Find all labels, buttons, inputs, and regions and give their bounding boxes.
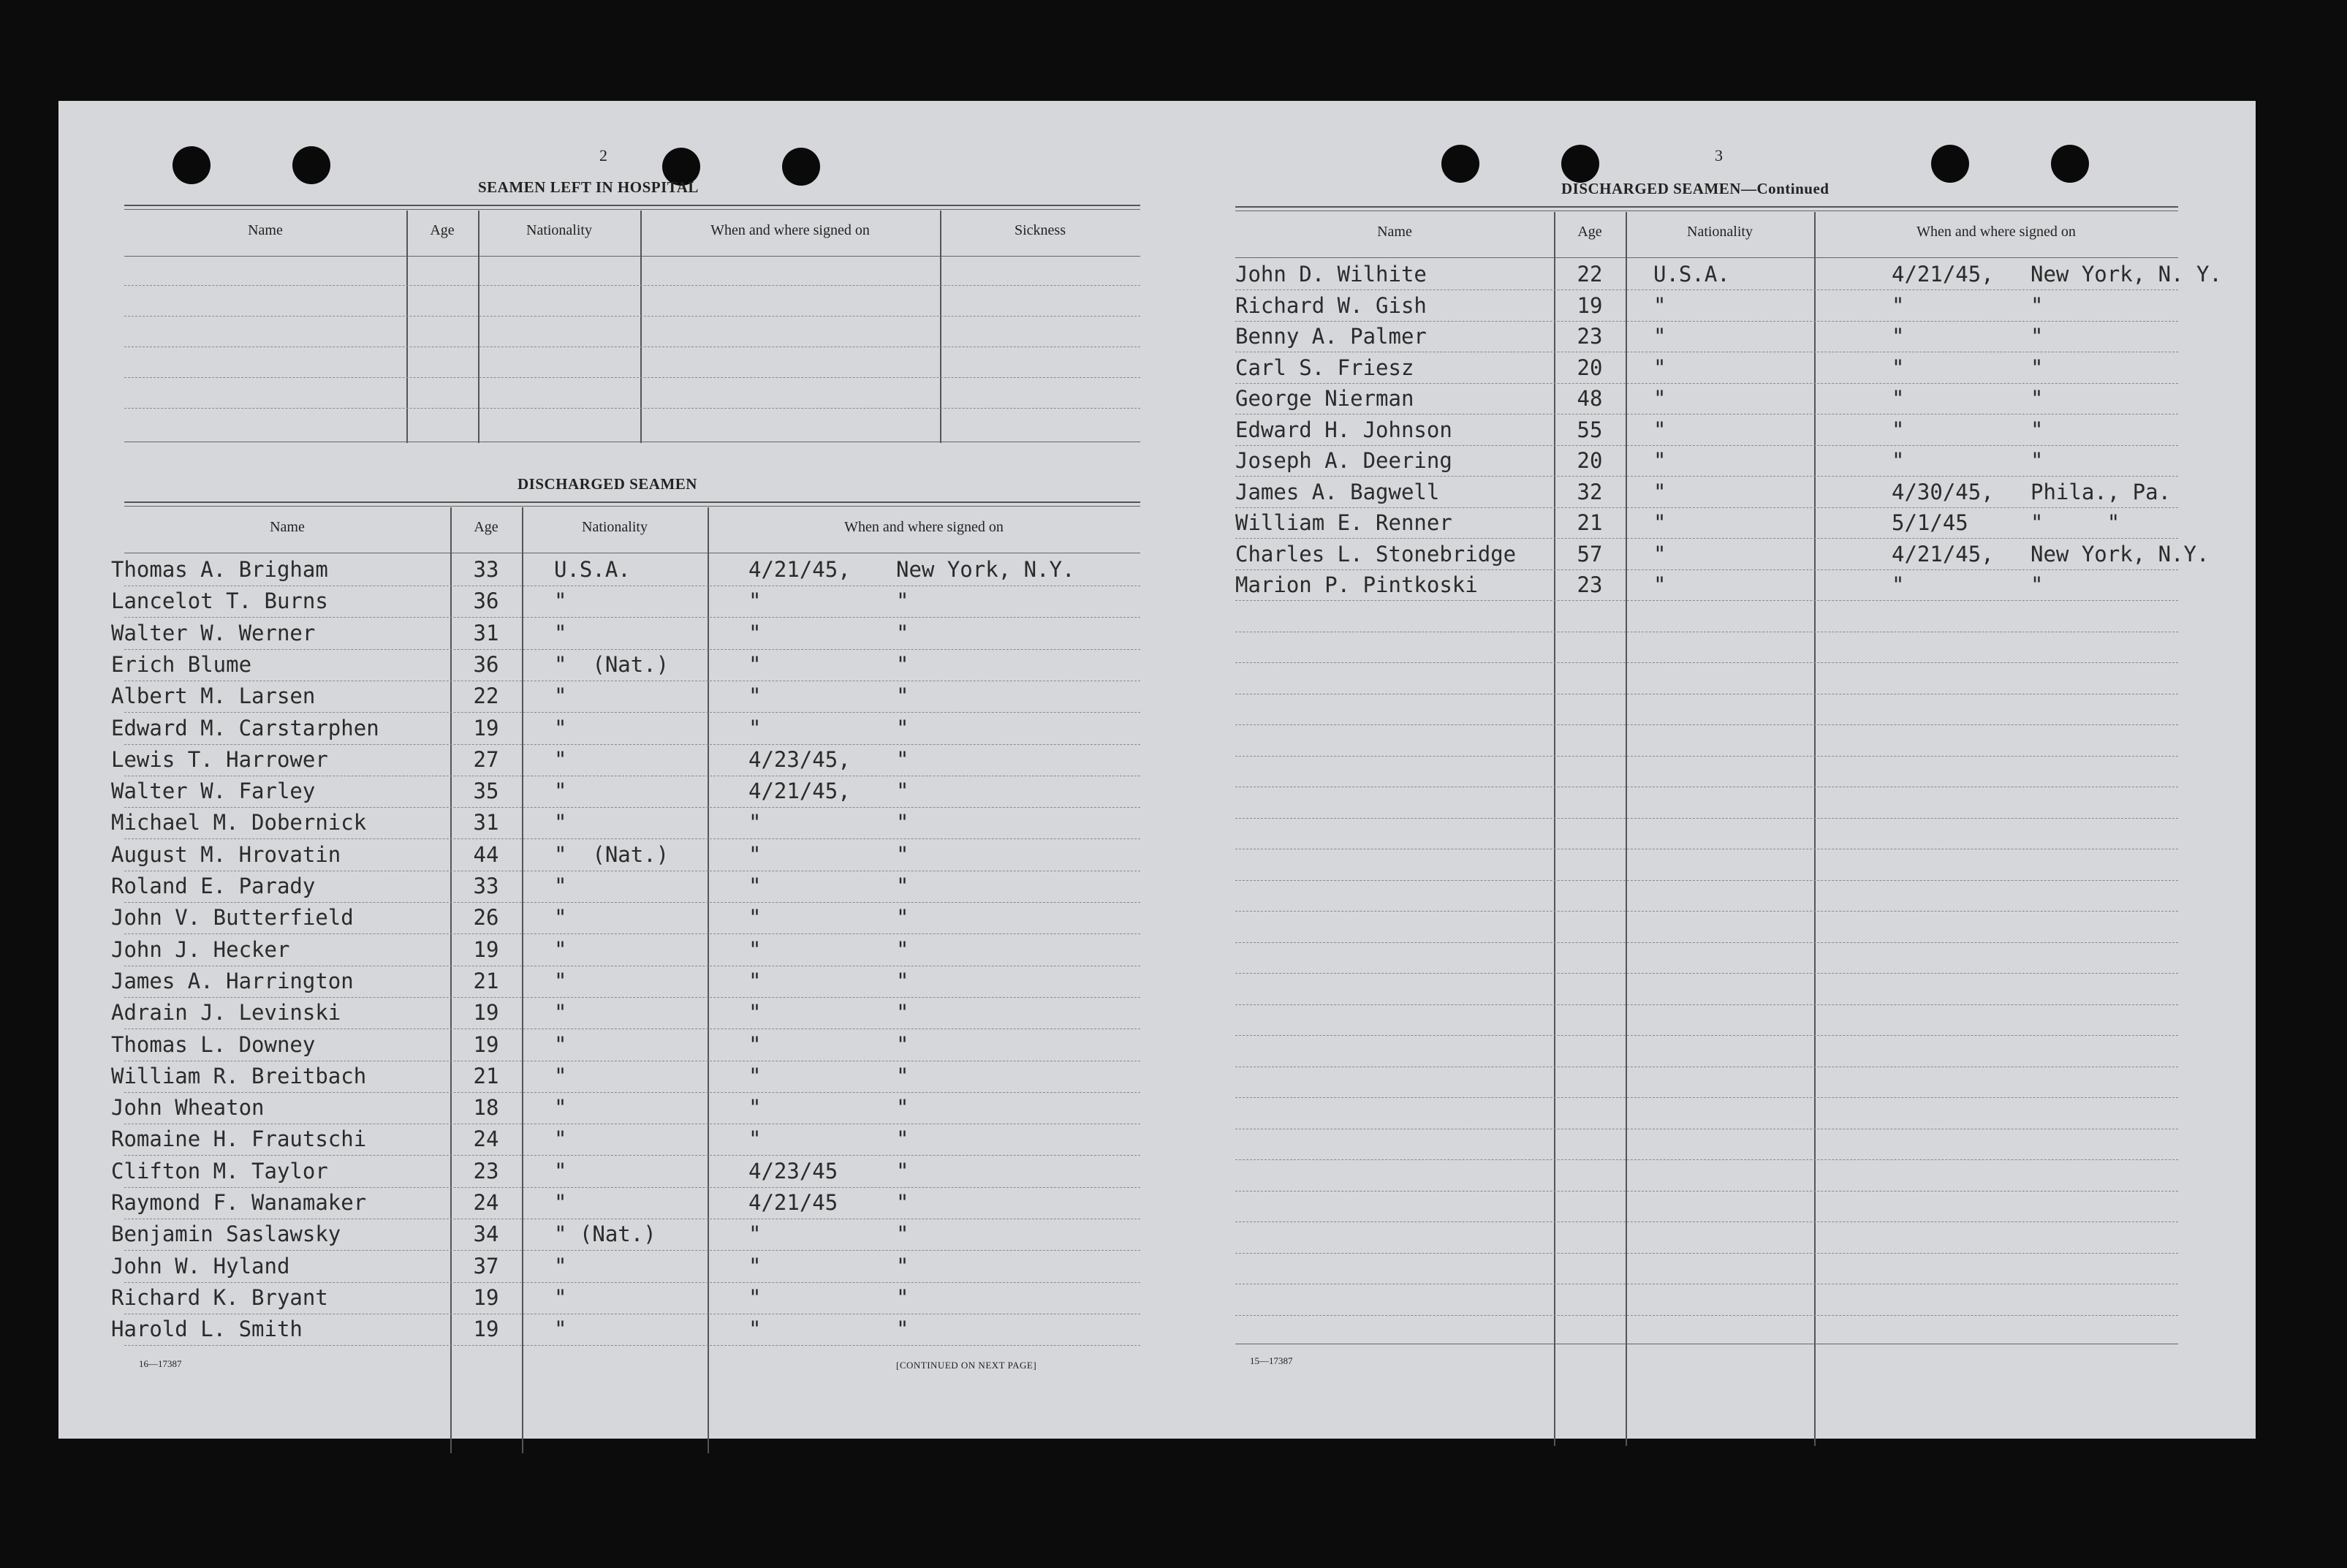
row-divider (124, 1092, 1140, 1093)
signed-on-place: " (2031, 417, 2044, 442)
row-divider (124, 1250, 1140, 1251)
signed-on-place: " (896, 1064, 909, 1088)
signed-on-place: " (896, 905, 909, 930)
seaman-age: 20 (1577, 355, 1603, 380)
row-divider (1235, 818, 2178, 819)
seaman-nationality: " (554, 905, 567, 930)
punch-hole (292, 146, 330, 184)
discharged-continued-title: DISCHARGED SEAMEN—Continued (1561, 180, 1830, 197)
row-divider (1235, 1253, 2178, 1254)
seaman-nationality: " (1653, 386, 1667, 411)
punch-hole (1931, 145, 1969, 183)
signed-on-date: " (748, 1000, 762, 1025)
form-code: 16—17387 (139, 1358, 182, 1369)
seaman-nationality: " (554, 1000, 567, 1025)
seaman-nationality: " (1653, 417, 1667, 442)
row-divider (1235, 724, 2178, 725)
seaman-nationality: " (554, 1254, 567, 1279)
seaman-nationality: " (1653, 510, 1667, 535)
seaman-nationality: " (554, 588, 567, 613)
seaman-nationality: " (554, 969, 567, 993)
signed-on-date: " (748, 588, 762, 613)
seaman-age: 20 (1577, 448, 1603, 473)
signed-on-date: 4/30/45, (1892, 480, 1994, 504)
row-divider (124, 744, 1140, 745)
row-divider (124, 997, 1140, 998)
signed-on-place: " (896, 1285, 909, 1310)
blank-row (124, 408, 1140, 409)
seaman-age: 19 (473, 1032, 499, 1057)
seaman-name: John J. Hecker (111, 937, 290, 962)
signed-on-date: " (748, 842, 762, 867)
signed-on-date: 4/23/45, (748, 747, 851, 772)
seaman-name: John Wheaton (111, 1095, 265, 1120)
signed-on-date: " (748, 652, 762, 677)
right-page (1177, 101, 2256, 1439)
seaman-nationality: " (Nat.) (554, 842, 670, 867)
hospital-header-sickness: Sickness (1015, 222, 1066, 238)
seaman-nationality: " (554, 1317, 567, 1341)
seaman-name: Charles L. Stonebridge (1235, 542, 1517, 567)
seaman-name: George Nierman (1235, 386, 1414, 411)
signed-on-date: 4/21/45 (748, 1190, 838, 1215)
right-header-signed-on: When and where signed on (1916, 224, 2076, 240)
seaman-name: William R. Breitbach (111, 1064, 367, 1088)
seaman-nationality: " (1653, 293, 1667, 318)
seaman-age: 23 (1577, 572, 1603, 597)
signed-on-place: " (2031, 355, 2044, 380)
row-divider (1235, 942, 2178, 943)
row-divider (1235, 880, 2178, 881)
seaman-age: 31 (473, 810, 499, 835)
signed-on-place: " (896, 588, 909, 613)
row-divider (1235, 383, 2178, 384)
signed-on-place: " (896, 1095, 909, 1120)
signed-on-date: " (748, 683, 762, 708)
seaman-name: John V. Butterfield (111, 905, 354, 930)
seaman-age: 21 (473, 969, 499, 993)
seaman-age: 33 (473, 874, 499, 898)
seaman-name: William E. Renner (1235, 510, 1452, 535)
discharged-header-age: Age (474, 519, 498, 535)
signed-on-date: " (748, 1254, 762, 1279)
signed-on-place: " (896, 1190, 909, 1215)
row-divider (124, 902, 1140, 903)
seaman-name: Adrain J. Levinski (111, 1000, 341, 1025)
signed-on-place: " (896, 810, 909, 835)
seaman-nationality: " (554, 1064, 567, 1088)
seaman-age: 31 (473, 621, 499, 645)
seaman-age: 19 (473, 1285, 499, 1310)
signed-on-place: " (896, 747, 909, 772)
seaman-name: Harold L. Smith (111, 1317, 303, 1341)
rule (124, 506, 1140, 507)
seaman-age: 57 (1577, 542, 1603, 567)
seaman-age: 19 (473, 1000, 499, 1025)
seaman-nationality: " (554, 779, 567, 803)
seaman-name: Michael M. Dobernick (111, 810, 367, 835)
blank-row (124, 377, 1140, 378)
row-divider (124, 712, 1140, 713)
seaman-nationality: " (554, 874, 567, 898)
discharged-header-signed-on: When and where signed on (844, 519, 1004, 535)
row-divider (124, 807, 1140, 808)
seaman-age: 24 (473, 1190, 499, 1215)
signed-on-place: " (896, 874, 909, 898)
seaman-nationality: " (554, 1285, 567, 1310)
seaman-name: Lewis T. Harrower (111, 747, 328, 772)
seaman-nationality: " (554, 1095, 567, 1120)
signed-on-place: " (896, 621, 909, 645)
blank-row (124, 346, 1140, 347)
seaman-name: Clifton M. Taylor (111, 1159, 328, 1183)
seaman-age: 22 (473, 683, 499, 708)
seaman-nationality: " (554, 1159, 567, 1183)
seaman-name: Erich Blume (111, 652, 252, 677)
seaman-nationality: " (Nat.) (554, 1222, 656, 1246)
seaman-nationality: " (1653, 355, 1667, 380)
seaman-age: 36 (473, 588, 499, 613)
column-divider (1814, 212, 1816, 1446)
row-divider (124, 1155, 1140, 1156)
signed-on-date: 4/21/45, (748, 557, 851, 582)
signed-on-date: 4/21/45, (748, 779, 851, 803)
row-divider (124, 1345, 1140, 1346)
seaman-name: Thomas A. Brigham (111, 557, 328, 582)
signed-on-place: " (896, 716, 909, 741)
continued-note: [CONTINUED ON NEXT PAGE] (896, 1360, 1037, 1371)
row-divider (1235, 600, 2178, 601)
signed-on-date: " (748, 1317, 762, 1341)
signed-on-place: New York, N.Y. (896, 557, 1075, 582)
left-page (58, 101, 1118, 1439)
right-header-name: Name (1377, 224, 1412, 240)
signed-on-date: " (748, 937, 762, 962)
signed-on-place: " (896, 1222, 909, 1246)
seaman-age: 26 (473, 905, 499, 930)
signed-on-place: " (896, 1159, 909, 1183)
rule (124, 256, 1140, 257)
seaman-age: 44 (473, 842, 499, 867)
row-divider (1235, 289, 2178, 290)
row-divider (1235, 538, 2178, 539)
hospital-header-age: Age (430, 222, 455, 238)
row-divider (1235, 973, 2178, 974)
row-divider (1235, 569, 2178, 570)
right-header-age: Age (1577, 224, 1602, 240)
signed-on-place: Phila., Pa. (2031, 480, 2172, 504)
punch-hole (1441, 145, 1479, 183)
signed-on-place: " (896, 1126, 909, 1151)
rule (124, 205, 1140, 206)
row-divider (124, 1187, 1140, 1188)
seaman-name: John D. Wilhite (1235, 262, 1427, 287)
seaman-age: 37 (473, 1254, 499, 1279)
signed-on-date: " (1892, 386, 1905, 411)
seaman-name: Walter W. Farley (111, 779, 316, 803)
punch-hole (782, 148, 820, 186)
seaman-age: 27 (473, 747, 499, 772)
signed-on-date: " (748, 1032, 762, 1057)
signed-on-place: " (896, 842, 909, 867)
seaman-age: 23 (473, 1159, 499, 1183)
signed-on-place: " (896, 1254, 909, 1279)
seaman-nationality: " (554, 1126, 567, 1151)
signed-on-date: " (1892, 355, 1905, 380)
seaman-name: Walter W. Werner (111, 621, 316, 645)
seaman-nationality: U.S.A. (554, 557, 631, 582)
signed-on-date: 5/1/45 (1892, 510, 1968, 535)
row-divider (1235, 445, 2178, 446)
signed-on-place: " (896, 652, 909, 677)
seaman-age: 24 (473, 1126, 499, 1151)
row-divider (1235, 662, 2178, 663)
seaman-name: James A. Harrington (111, 969, 354, 993)
row-divider (1235, 507, 2178, 508)
page-number: 2 (599, 146, 607, 164)
seaman-name: Joseph A. Deering (1235, 448, 1452, 473)
signed-on-place: " (2031, 448, 2044, 473)
signed-on-date: " (748, 969, 762, 993)
signed-on-date: " (1892, 293, 1905, 318)
seaman-nationality: " (Nat.) (554, 652, 670, 677)
seaman-age: 32 (1577, 480, 1603, 504)
signed-on-place: " (2031, 293, 2044, 318)
seaman-name: Lancelot T. Burns (111, 588, 328, 613)
signed-on-date: " (1892, 417, 1905, 442)
signed-on-date: " (748, 1285, 762, 1310)
signed-on-place: " (896, 683, 909, 708)
seaman-name: Thomas L. Downey (111, 1032, 316, 1057)
signed-on-place: " (896, 1032, 909, 1057)
seaman-age: 23 (1577, 324, 1603, 349)
discharged-header-nationality: Nationality (582, 519, 648, 535)
signed-on-date: 4/23/45 (748, 1159, 838, 1183)
seaman-age: 34 (473, 1222, 499, 1246)
signed-on-place: " (896, 937, 909, 962)
signed-on-place: " " (2031, 510, 2120, 535)
seaman-age: 19 (473, 937, 499, 962)
row-divider (1235, 1159, 2178, 1160)
seaman-nationality: " (554, 747, 567, 772)
row-divider (1235, 1004, 2178, 1005)
signed-on-date: " (748, 1126, 762, 1151)
blank-row (124, 316, 1140, 317)
seaman-nationality: " (1653, 572, 1667, 597)
hospital-header-nationality: Nationality (526, 222, 592, 238)
signed-on-place: " (2031, 324, 2044, 349)
punch-hole (172, 146, 211, 184)
signed-on-place: " (896, 1317, 909, 1341)
row-divider (1235, 1035, 2178, 1036)
seaman-age: 22 (1577, 262, 1603, 287)
seaman-nationality: " (554, 621, 567, 645)
signed-on-date: " (1892, 572, 1905, 597)
signed-on-place: New York, N.Y. (2031, 542, 2210, 567)
seaman-age: 21 (473, 1064, 499, 1088)
row-divider (124, 1282, 1140, 1283)
signed-on-date: " (748, 905, 762, 930)
seaman-name: Romaine H. Frautschi (111, 1126, 367, 1151)
signed-on-date: " (748, 874, 762, 898)
seaman-age: 35 (473, 779, 499, 803)
seaman-nationality: " (554, 1032, 567, 1057)
seaman-name: Edward M. Carstarphen (111, 716, 379, 741)
signed-on-place: New York, N. Y. (2031, 262, 2222, 287)
seaman-age: 21 (1577, 510, 1603, 535)
signed-on-date: " (748, 716, 762, 741)
seaman-age: 33 (473, 557, 499, 582)
rule (1235, 257, 2178, 258)
signed-on-date: 4/21/45, (1892, 262, 1994, 287)
rule (124, 209, 1140, 210)
row-divider (124, 617, 1140, 618)
seaman-nationality: " (554, 1190, 567, 1215)
form-code: 15—17387 (1250, 1355, 1293, 1366)
row-divider (1235, 911, 2178, 912)
seaman-age: 48 (1577, 386, 1603, 411)
signed-on-date: " (748, 1095, 762, 1120)
seaman-nationality: " (554, 810, 567, 835)
seaman-name: Raymond F. Wanamaker (111, 1190, 367, 1215)
page-number: 3 (1715, 146, 1723, 164)
document-sheet (58, 101, 2256, 1439)
signed-on-date: " (748, 621, 762, 645)
row-divider (124, 838, 1140, 839)
rule (1235, 206, 2178, 208)
row-divider (1235, 1097, 2178, 1098)
seaman-nationality: " (1653, 542, 1667, 567)
seaman-name: Benny A. Palmer (1235, 324, 1427, 349)
seaman-age: 19 (473, 716, 499, 741)
seaman-name: Richard W. Gish (1235, 293, 1427, 318)
signed-on-date: " (1892, 324, 1905, 349)
seaman-name: Richard K. Bryant (111, 1285, 328, 1310)
seaman-nationality: " (554, 716, 567, 741)
signed-on-date: " (748, 810, 762, 835)
row-divider (124, 933, 1140, 934)
row-divider (1235, 1315, 2178, 1316)
rule (124, 501, 1140, 503)
row-divider (1235, 756, 2178, 757)
punch-hole (1561, 145, 1599, 183)
discharged-header-name: Name (270, 519, 305, 535)
seaman-nationality: " (1653, 448, 1667, 473)
signed-on-date: " (1892, 448, 1905, 473)
hospital-section-title: SEAMEN LEFT IN HOSPITAL (478, 178, 699, 196)
signed-on-place: " (896, 1000, 909, 1025)
signed-on-place: " (896, 779, 909, 803)
row-divider (1235, 476, 2178, 477)
seaman-name: James A. Bagwell (1235, 480, 1440, 504)
seaman-nationality: " (554, 683, 567, 708)
seaman-nationality: " (1653, 324, 1667, 349)
signed-on-place: " (2031, 572, 2044, 597)
seaman-nationality: " (554, 937, 567, 962)
row-divider (124, 649, 1140, 650)
seaman-name: John W. Hyland (111, 1254, 290, 1279)
row-divider (1235, 1191, 2178, 1192)
signed-on-place: " (2031, 386, 2044, 411)
seaman-name: Albert M. Larsen (111, 683, 316, 708)
signed-on-date: " (748, 1064, 762, 1088)
seaman-nationality: U.S.A. (1653, 262, 1730, 287)
signed-on-date: 4/21/45, (1892, 542, 1994, 567)
seaman-name: August M. Hrovatin (111, 842, 341, 867)
seaman-name: Marion P. Pintkoski (1235, 572, 1478, 597)
signed-on-date: " (748, 1222, 762, 1246)
hospital-header-name: Name (248, 222, 283, 238)
column-divider (1626, 212, 1627, 1446)
seaman-age: 19 (1577, 293, 1603, 318)
discharged-section-title: DISCHARGED SEAMEN (517, 475, 697, 493)
punch-hole (2051, 145, 2089, 183)
seaman-name: Edward H. Johnson (1235, 417, 1452, 442)
seaman-age: 19 (473, 1317, 499, 1341)
seaman-name: Roland E. Parady (111, 874, 316, 898)
blank-row (124, 285, 1140, 286)
seaman-age: 55 (1577, 417, 1603, 442)
seaman-nationality: " (1653, 480, 1667, 504)
right-header-nationality: Nationality (1687, 224, 1753, 240)
seaman-age: 18 (473, 1095, 499, 1120)
signed-on-place: " (896, 969, 909, 993)
hospital-header-signed-on: When and where signed on (710, 222, 870, 238)
seaman-age: 36 (473, 652, 499, 677)
row-divider (1235, 321, 2178, 322)
seaman-name: Carl S. Friesz (1235, 355, 1414, 380)
seaman-name: Benjamin Saslawsky (111, 1222, 341, 1246)
